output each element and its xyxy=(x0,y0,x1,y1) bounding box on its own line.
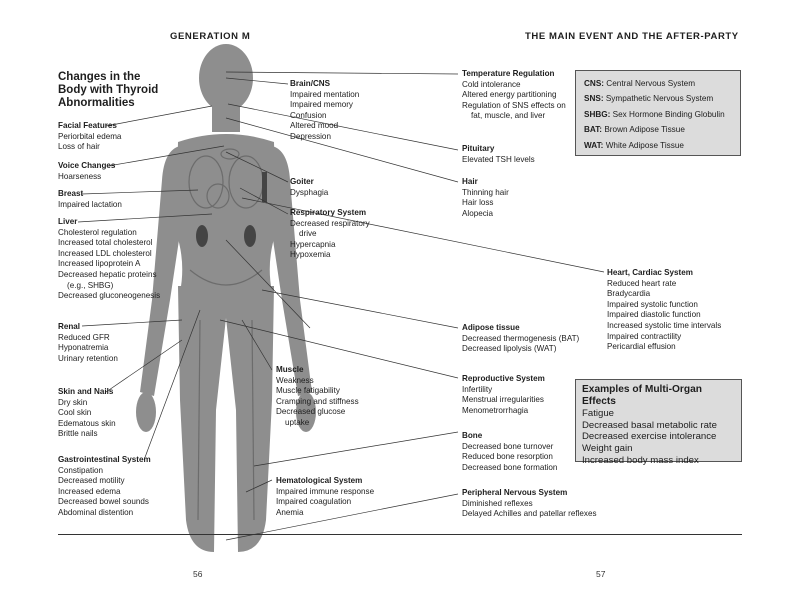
group-item: drive xyxy=(299,229,317,239)
group-item: Increased LDL cholesterol xyxy=(58,248,152,258)
group-hair xyxy=(462,177,509,219)
abbreviation-value: Sex Hormone Binding Globulin xyxy=(612,109,725,119)
group-item: Cold intolerance xyxy=(462,79,521,89)
group-item: Impaired mentation xyxy=(290,89,360,99)
group-renal xyxy=(58,322,118,364)
abbreviation-entry xyxy=(584,91,732,106)
group-item: Regulation of SNS effects on xyxy=(462,100,566,110)
group-item: Decreased bone formation xyxy=(462,462,558,472)
group-item: Periorbital edema xyxy=(58,131,122,141)
running-header-left: GENERATION M xyxy=(170,31,251,42)
group-title: Gastrointestinal System xyxy=(58,455,151,464)
group-item: Impaired diastolic function xyxy=(607,310,701,320)
group-muscle xyxy=(276,365,359,429)
group-gastrointestinal xyxy=(58,455,151,519)
abbreviation-value: Central Nervous System xyxy=(606,79,696,88)
group-item: Infertility xyxy=(462,384,493,394)
group-item: Decreased bowel sounds xyxy=(58,497,149,507)
group-title: Respiratory System xyxy=(290,208,367,217)
group-item: Decreased motility xyxy=(58,476,125,486)
group-item: Cool skin xyxy=(58,408,92,418)
abbreviation-key: SNS: xyxy=(584,94,604,104)
group-goiter xyxy=(290,177,328,198)
multi-organ-item: Increased body mass index xyxy=(582,454,699,466)
group-item: Impaired contractility xyxy=(607,331,682,341)
group-item: Decreased bone turnover xyxy=(462,441,554,451)
group-item: Decreased hepatic proteins xyxy=(58,269,157,279)
group-item: Depression xyxy=(290,131,331,141)
group-title: Voice Changes xyxy=(58,161,116,170)
group-item: fat, muscle, and liver xyxy=(471,111,546,121)
group-facial-features xyxy=(58,121,121,153)
group-heart xyxy=(607,268,721,353)
abbreviations-box xyxy=(575,70,741,156)
group-title: Peripheral Nervous System xyxy=(462,488,568,497)
group-title: Facial Features xyxy=(58,121,117,130)
group-item: Impaired lactation xyxy=(58,199,122,209)
group-title: Muscle xyxy=(276,365,304,374)
group-item: Alopecia xyxy=(462,208,494,218)
group-item: Impaired memory xyxy=(290,100,353,110)
group-item: Abdominal distention xyxy=(58,507,134,517)
group-item: Cramping and stiffness xyxy=(276,396,359,406)
group-title: Temperature Regulation xyxy=(462,69,555,78)
group-breast xyxy=(58,189,122,210)
page-baseline-rule xyxy=(58,534,742,535)
group-title: Liver xyxy=(58,217,78,226)
abbreviation-key: CNS: xyxy=(584,79,605,88)
group-item: Delayed Achilles and patellar reflexes xyxy=(462,509,597,519)
group-title: Heart, Cardiac System xyxy=(607,268,693,277)
group-item: Hair loss xyxy=(462,198,494,208)
group-title: Hematological System xyxy=(276,476,363,485)
group-title: Hair xyxy=(462,177,478,186)
abbreviation-key: WAT: xyxy=(584,140,604,150)
abbreviation-entry xyxy=(584,76,732,91)
group-item: Hoarseness xyxy=(58,171,102,181)
group-item: Bradycardia xyxy=(607,289,651,299)
group-item: Loss of hair xyxy=(58,142,100,152)
group-title: Skin and Nails xyxy=(58,387,114,396)
page-title: Changes in the Body with Thyroid Abnormalities xyxy=(58,71,159,109)
group-title: Bone xyxy=(462,431,483,440)
group-item: Dry skin xyxy=(58,397,88,407)
group-item: Elevated TSH levels xyxy=(462,154,535,164)
group-title: Renal xyxy=(58,322,81,331)
multi-organ-title: Examples of Multi-Organ Effects xyxy=(582,384,703,407)
group-title: Brain/CNS xyxy=(290,79,331,88)
group-liver xyxy=(58,217,160,302)
group-item: Impaired systolic function xyxy=(607,299,698,309)
abbreviation-entry xyxy=(584,138,732,153)
group-item: (e.g., SHBG) xyxy=(67,280,114,290)
group-item: Confusion xyxy=(290,110,327,120)
abbreviation-entry xyxy=(584,122,732,137)
group-item: Menstrual irregularities xyxy=(462,395,544,405)
group-hematological xyxy=(276,476,374,518)
group-item: Hypoxemia xyxy=(290,250,331,260)
group-item: Pericardial effusion xyxy=(607,342,676,352)
group-item: Decreased thermogenesis (BAT) xyxy=(462,333,580,343)
group-bone xyxy=(462,431,557,473)
abbreviation-value: White Adipose Tissue xyxy=(605,140,684,150)
page-number-left: 56 xyxy=(193,569,203,579)
group-item: Increased edema xyxy=(58,486,121,496)
group-item: Urinary retention xyxy=(58,353,118,363)
group-pituitary xyxy=(462,144,535,165)
group-brain-cns xyxy=(290,79,359,143)
group-item: Muscle fatigability xyxy=(276,386,340,396)
group-item: Anemia xyxy=(276,507,304,517)
group-reproductive xyxy=(462,374,545,416)
group-item: Menometrorrhagia xyxy=(462,405,529,415)
group-item: Cholesterol regulation xyxy=(58,227,137,237)
group-item: Impaired coagulation xyxy=(276,497,352,507)
group-skin-nails xyxy=(58,387,116,440)
group-temperature xyxy=(462,69,566,122)
abbreviation-value: Sympathetic Nervous System xyxy=(605,94,714,104)
group-item: Hyponatremia xyxy=(58,343,109,353)
group-item: Increased systolic time intervals xyxy=(607,320,722,330)
running-header-right: THE MAIN EVENT AND THE AFTER-PARTY xyxy=(525,31,739,42)
abbreviation-value: Brown Adipose Tissue xyxy=(604,125,685,135)
arm-detail xyxy=(262,172,267,202)
multi-organ-item: Fatigue xyxy=(582,408,614,420)
group-title: Adipose tissue xyxy=(462,323,520,332)
group-item: Decreased respiratory xyxy=(290,218,370,228)
group-item: Thinning hair xyxy=(462,187,509,197)
multi-organ-item: Decreased exercise intolerance xyxy=(582,431,717,443)
group-title: Reproductive System xyxy=(462,374,545,383)
group-item: Decreased gluconeogenesis xyxy=(58,291,161,301)
group-title: Goiter xyxy=(290,177,314,186)
group-item: Reduced heart rate xyxy=(607,278,677,288)
group-item: Diminished reflexes xyxy=(462,498,533,508)
group-peripheral-nervous xyxy=(462,488,597,520)
group-item: Dysphagia xyxy=(290,187,329,197)
abbreviation-entry xyxy=(584,107,732,122)
group-voice-changes xyxy=(58,161,115,182)
group-item: uptake xyxy=(285,417,310,427)
group-item: Weakness xyxy=(276,375,314,385)
group-title: Breast xyxy=(58,189,84,198)
multi-organ-item: Decreased basal metabolic rate xyxy=(582,419,717,431)
group-item: Reduced GFR xyxy=(58,332,110,342)
multi-organ-effects-box xyxy=(575,379,742,466)
group-item: Edematous skin xyxy=(58,418,116,428)
abbreviation-key: SHBG: xyxy=(584,109,611,119)
group-title: Pituitary xyxy=(462,144,495,153)
group-item: Increased total cholesterol xyxy=(58,238,153,248)
group-item: Reduced bone resorption xyxy=(462,452,553,462)
abbreviation-key: BAT: xyxy=(584,125,603,135)
group-adipose xyxy=(462,323,579,355)
multi-organ-item: Weight gain xyxy=(582,442,633,454)
group-item: Increased lipoprotein A xyxy=(58,259,141,269)
group-item: Altered energy partitioning xyxy=(462,90,557,100)
page-number-right: 57 xyxy=(596,569,606,579)
group-item: Decreased glucose xyxy=(276,407,346,417)
group-respiratory xyxy=(290,208,370,261)
group-item: Brittle nails xyxy=(58,429,98,439)
group-item: Impaired immune response xyxy=(276,486,375,496)
group-item: Altered mood xyxy=(290,121,339,131)
group-item: Decreased lipolysis (WAT) xyxy=(462,344,557,354)
group-item: Hypercapnia xyxy=(290,239,336,249)
group-item: Constipation xyxy=(58,465,103,475)
